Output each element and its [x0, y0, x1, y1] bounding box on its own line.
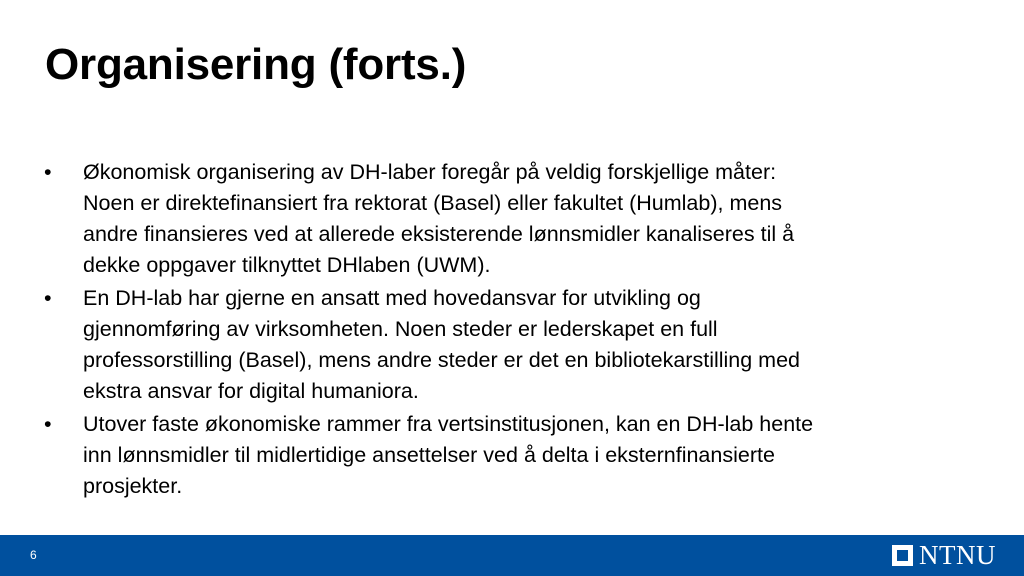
footer-bar	[0, 535, 1024, 576]
bullet-line: prosjekter.	[83, 474, 183, 498]
ntnu-logo	[892, 541, 996, 569]
bullet-line: gjennomføring av virksomheten. Noen steder er lederskapet en full	[83, 317, 718, 341]
bullet-line: andre finansieres ved at allerede eksisterende lønnsmidler kanaliseres til å	[83, 222, 795, 246]
ntnu-logo-mark-icon	[892, 545, 913, 566]
bullet-dot: •	[44, 160, 52, 184]
bullet-item	[40, 157, 970, 281]
bullet-dot: •	[44, 286, 52, 310]
bullet-line: Økonomisk organisering av DH-laber foregår på veldig forskjellige måter:	[83, 160, 777, 184]
bullet-line: En DH-lab har gjerne en ansatt med hovedansvar for utvikling og	[83, 286, 701, 310]
bullet-line: Utover faste økonomiske rammer fra vertsinstitusjonen, kan en DH-lab hente	[83, 412, 814, 436]
bullet-item	[40, 409, 970, 502]
bullet-line: Noen er direktefinansiert fra rektorat (Basel) eller fakultet (Humlab), mens	[83, 191, 783, 215]
bullet-list	[40, 157, 970, 504]
bullet-line: professorstilling (Basel), mens andre steder er det en bibliotekarstilling med	[83, 348, 801, 372]
bullet-line: ekstra ansvar for digital humaniora.	[83, 379, 419, 403]
page-number: 6	[30, 548, 37, 562]
bullet-item	[40, 283, 970, 407]
bullet-line: dekke oppgaver tilknyttet DHlaben (UWM).	[83, 253, 491, 277]
slide-title: Organisering (forts.)	[45, 40, 467, 89]
bullet-dot: •	[44, 412, 52, 436]
bullet-line: inn lønnsmidler til midlertidige ansettelser ved å delta i eksternfinansierte	[83, 443, 775, 467]
logo-text: NTNU	[919, 540, 996, 570]
